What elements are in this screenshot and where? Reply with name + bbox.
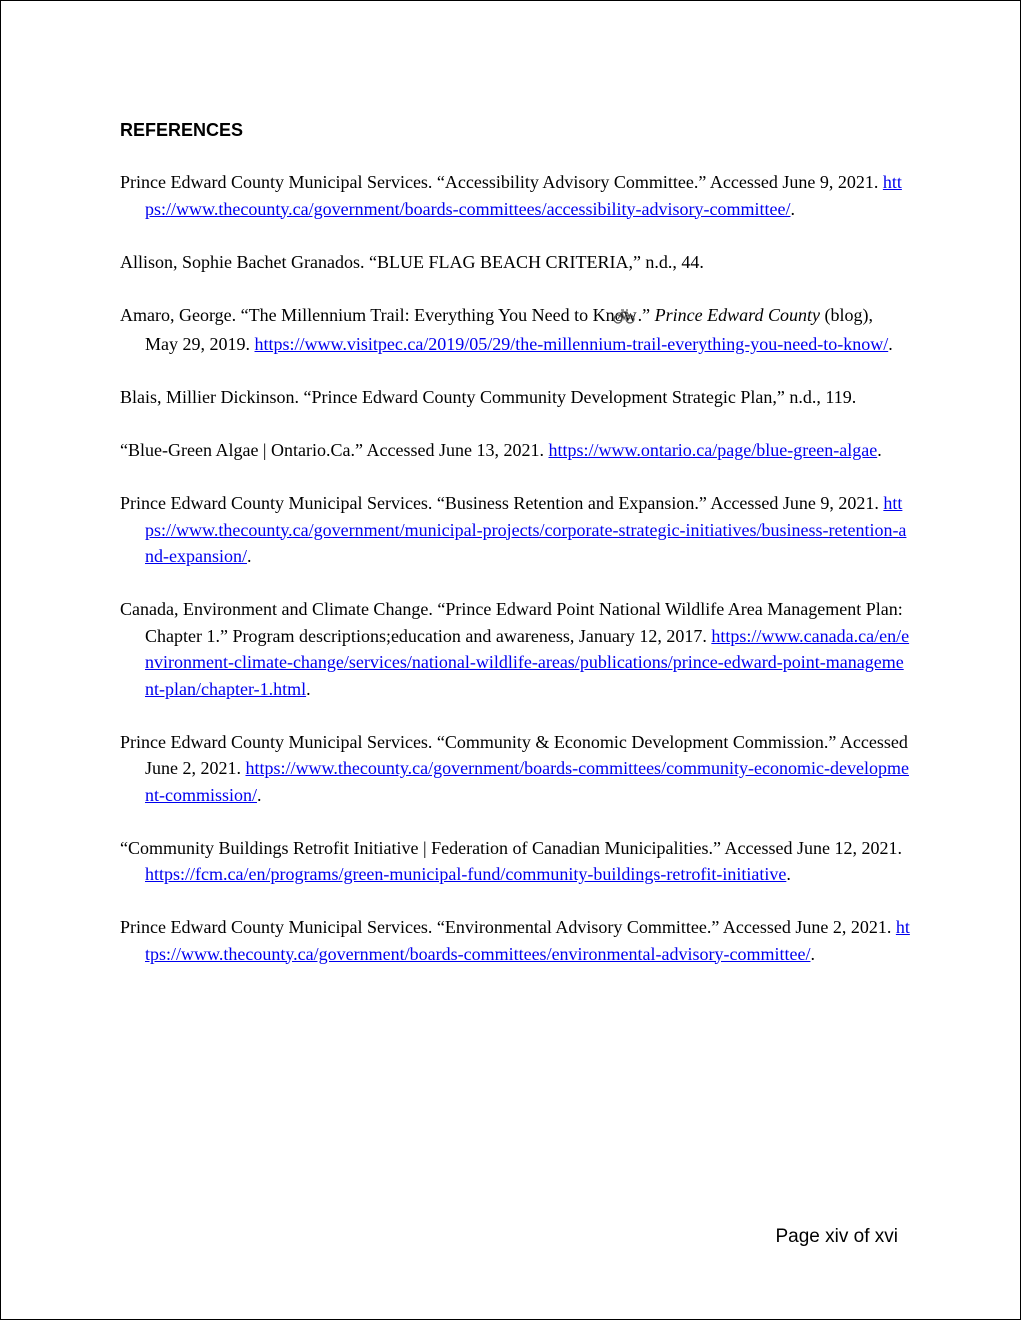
reference-item — [120, 490, 910, 570]
reference-publication: Prince Edward County — [654, 304, 820, 325]
reference-item — [120, 835, 910, 888]
reference-text: “Community Buildings Retrofit Initiative | Federation of Canadian Municipalities.” Accessed June 12, 2021. — [120, 837, 902, 858]
reference-link[interactable]: https://www.thecounty.ca/government/boards-committees/community-economic-development-commission/ — [145, 758, 909, 805]
page-number: Page xiv of xvi — [775, 1226, 898, 1247]
reference-punctuation: . — [306, 678, 311, 699]
reference-link[interactable]: https://www.visitpec.ca/2019/05/29/the-millennium-trail-everything-you-need-to-know/ — [254, 334, 889, 354]
page-title: REFERENCES — [120, 120, 244, 140]
reference-link[interactable]: https://www.ontario.ca/page/blue-green-algae — [548, 440, 878, 460]
reference-punctuation: . — [786, 864, 791, 884]
reference-link[interactable]: https://www.canada.ca/en/environment-climate-change/services/national-wildlife-areas/publications/prince-edward-point-management-plan/chapter-1.html — [145, 625, 910, 699]
reference-punctuation: . — [246, 546, 252, 566]
reference-text: Prince Edward County Municipal Services. “Community & Economic Development Commission.” Accessed June 2, 2021. — [120, 731, 908, 778]
reference-punctuation: . — [810, 943, 815, 964]
reference-item — [120, 384, 910, 411]
reference-text: “Blue-Green Algae | Ontario.Ca.” Accessed June 13, 2021. — [120, 440, 549, 460]
reference-text: (blog), May 29, 2019. — [145, 304, 873, 354]
reference-list — [120, 169, 910, 994]
reference-text: Canada, Environment and Climate Change. “Prince Edward Point National Wildlife Area Management Plan: Chapter 1.” Program descriptions;education and awareness, January 12, 2017. — [120, 599, 903, 646]
reference-punctuation: . — [257, 784, 262, 805]
reference-item — [120, 302, 910, 358]
reference-punctuation: . — [790, 198, 795, 219]
reference-text: Prince Edward County Municipal Services. “Accessibility Advisory Committee.” Accessed June 9, 2021. — [120, 172, 883, 192]
reference-text: Prince Edward County Municipal Services. “Environmental Advisory Committee.” Accessed June 2, 2021. — [120, 917, 896, 937]
reference-item — [120, 729, 910, 809]
reference-item — [120, 249, 910, 276]
reference-link[interactable]: https://fcm.ca/en/programs/green-municipal-fund/community-buildings-retrofit-initiative — [145, 864, 787, 884]
reference-link[interactable]: https://www.thecounty.ca/government/boards-committees/accessibility-advisory-committee/ — [145, 172, 902, 219]
reference-item — [120, 169, 910, 222]
reference-item — [120, 914, 910, 967]
reference-text: Allison, Sophie Bachet Granados. “BLUE FLAG BEACH CRITERIA,” n.d., 44. — [120, 251, 704, 272]
reference-text: Blais, Millier Dickinson. “Prince Edward County Community Development Strategic Plan,” n.d., 119. — [120, 387, 857, 407]
reference-item — [120, 596, 910, 702]
reference-item — [120, 437, 910, 464]
reference-text: Prince Edward County Municipal Services. “Business Retention and Expansion.” Accessed June 9, 2021. — [120, 493, 884, 513]
reference-text: Amaro, George. “The Millennium Trail: Everything You Need to Know — [120, 304, 637, 325]
reference-text: .” — [637, 304, 655, 325]
reference-link[interactable]: https://www.thecounty.ca/government/municipal-projects/corporate-strategic-initiatives/business-retention-and-expansion/ — [145, 493, 907, 566]
reference-punctuation: . — [877, 440, 882, 460]
reference-punctuation: . — [888, 334, 893, 354]
reference-link[interactable]: https://www.thecounty.ca/government/boards-committees/environmental-advisory-committee/ — [145, 917, 910, 964]
